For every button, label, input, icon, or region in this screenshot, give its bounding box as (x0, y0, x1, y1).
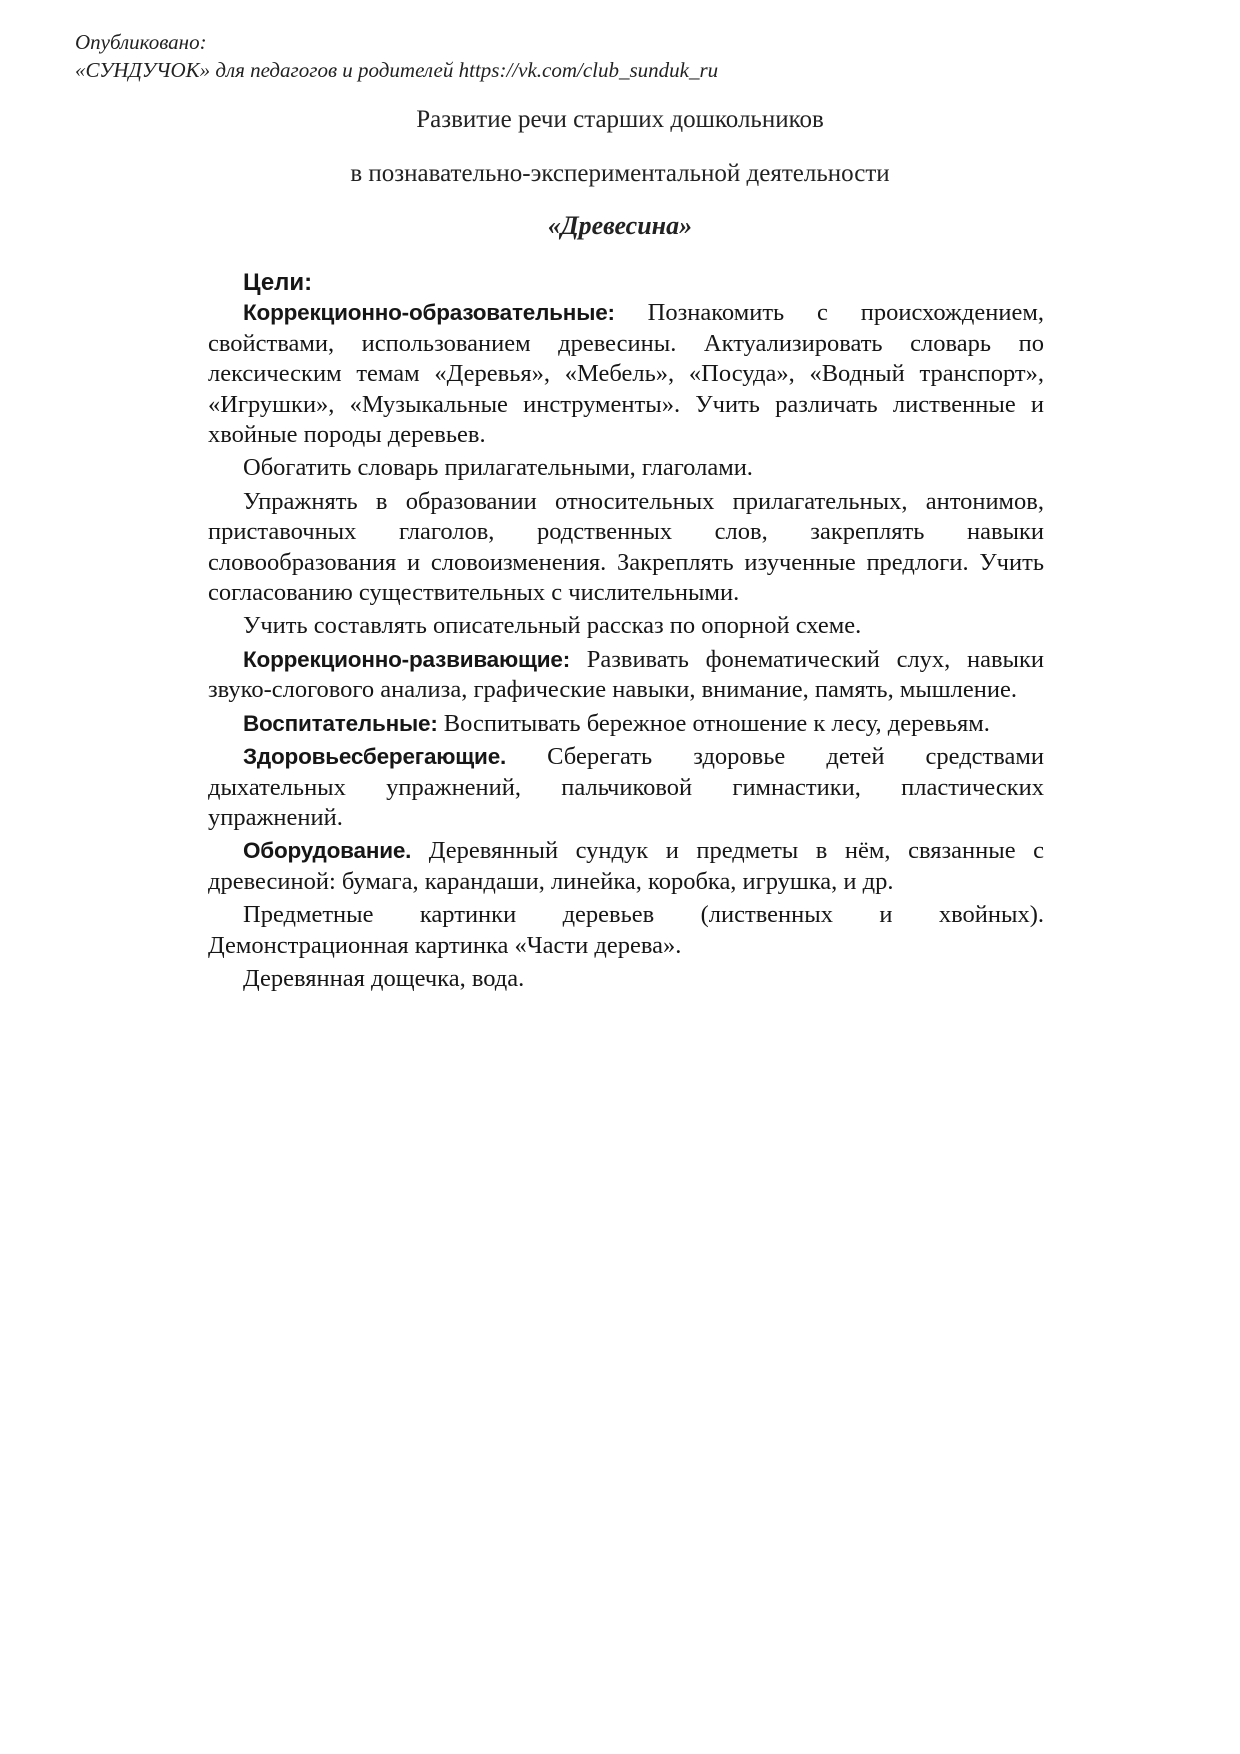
health-label: Здоровьесберегающие. (243, 744, 507, 770)
paragraph-pictures: Предметные картинки деревьев (лиственных и хвойных). Демонстрационная картинка «Части дерева». (208, 901, 1044, 959)
correction-educational-text: Познакомить с происхождением, свойствами, использованием древесины. Актуализировать словарь по лексическим темам «Деревья», «Мебель», «Посуда», «Водный транспорт», «Игрушки», «Музыкальные инструменты». Учить различать лиственные и хвойные породы деревьев. (208, 299, 1044, 449)
equipment-text: Деревянный сундук и предметы в нём, связанные с древесиной: бумага, карандаши, линейка, коробка, игрушка, и др. (208, 837, 1044, 895)
correction-educational-label: Коррекционно-образовательные: (243, 300, 615, 326)
paragraph-health (208, 742, 1044, 833)
paragraph-educational (208, 709, 1044, 739)
goals-heading: Цели: (243, 269, 313, 296)
paragraph-board: Деревянная дощечка, вода. (243, 964, 525, 992)
paragraph-correction-developing (208, 645, 1044, 706)
paragraph-correction-educational (208, 298, 1044, 450)
paragraph-story: Учить составлять описательный рассказ по опорной схеме. (243, 612, 862, 640)
health-text: Сберегать здоровье детей средствами дыхательных упражнений, пальчиковой гимнастики, пластических упражнений. (208, 743, 1044, 831)
educational-label: Воспитательные: (243, 710, 438, 736)
educational-text: Воспитывать бережное отношение к лесу, деревьям. (437, 709, 990, 737)
paragraph-exercise: Упражнять в образовании относительных прилагательных, антонимов, приставочных глаголов, родственных слов, закреплять навыки словообразования и словоизменения. Закреплять изученные предлоги. Учить согласованию существительных с числительными. (208, 487, 1044, 607)
publication-header (75, 28, 718, 84)
published-label: Опубликовано: (75, 30, 207, 54)
document-title-line-2: в познавательно-экспериментальной деятельности (350, 160, 890, 187)
paragraph-equipment (208, 836, 1044, 897)
source-line: «СУНДУЧОК» для педагогов и родителей https://vk.com/club_sunduk_ru (75, 58, 719, 82)
correction-developing-label: Коррекционно-развивающие: (243, 646, 571, 672)
document-body (208, 268, 1044, 997)
equipment-label: Оборудование. (243, 838, 412, 864)
document-topic: «Древесина» (547, 211, 693, 240)
document-title-line-1: Развитие речи старших дошкольников (416, 106, 824, 133)
paragraph-enrich: Обогатить словарь прилагательными, глаголами. (243, 454, 753, 482)
correction-developing-text: Развивать фонематический слух, навыки звуко-слогового анализа, графические навыки, внимание, память, мышление. (208, 645, 1044, 704)
